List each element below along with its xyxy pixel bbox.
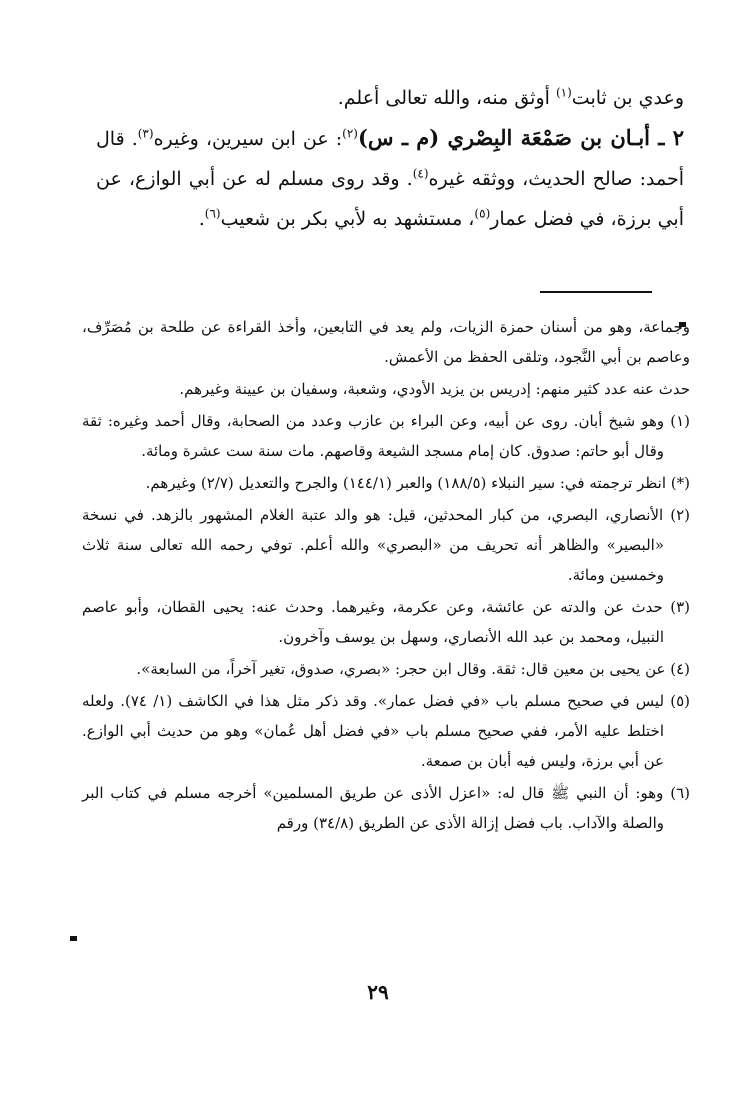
footnote-continued-1: وجماعة، وهو من أسنان حمزة الزيات، ولم يعد في التابعين، وأخذ القراءة عن طلحة بن مُصَرِّف، وعاصم بن أبي النَّجود، وتلقى الحفظ من الأعمش. (82, 318, 690, 366)
footnote-ref-3: (٣) (137, 126, 154, 141)
footnote-ref-5: (٥) (474, 206, 491, 221)
entry-text-end: . (198, 208, 205, 230)
footnote-star: (*) انظر ترجمته في: سير النبلاء (١٨٨/٥) والعبر (١٤٤/١) والجرح والتعديل (٢/٧) وغيرهم. (145, 474, 690, 492)
continues-marker (70, 936, 77, 941)
entry-text-c: . وقد روى مسلم له عن أبي الوازع، عن أبي برزة، في فضل عمار (96, 168, 684, 230)
footnote-ref-1: (١) (555, 85, 572, 100)
footnote-5: (٥) ليس في صحيح مسلم باب «في فضل عمار». وقد ذكر مثل هذا في الكاشف (١/ ٧٤). ولعله اختلط عليه الأمر، ففي صحيح مسلم باب «في فضل أهل عُمان» وهو من حديث أبي الوازع. عن أبي برزة، وليس فيه أبان بن صمعة. (82, 692, 690, 770)
footnote-ref-2: (٢) (342, 126, 358, 141)
entry-text-a: : عن ابن سيرين، وغيره (153, 128, 343, 150)
entry-heading: ٢ ـ أبـان بن صَمْعَة البِصْري (م ـ س) (357, 125, 684, 150)
footnote-4: (٤) عن يحيى بن معين قال: ثقة. وقال ابن حجر: «بصري، صدوق، تغير آخراً، من السابعة». (136, 660, 690, 678)
footnote-ref-6: (٦) (204, 206, 221, 221)
footnotes (82, 312, 690, 840)
entry-text-d: ، مستشهد به لأبي بكر بن شعيب (220, 208, 475, 230)
main-line-1 (96, 78, 684, 118)
footnote-continued-2: حدث عنه عدد كثير منهم: إدريس بن يزيد الأودي، وشعبة، وسفيان بن عيينة وغيرهم. (179, 380, 690, 398)
main-line-1-rest: أوثق منه، والله تعالى أعلم. (337, 87, 556, 109)
entry-text-b: . قال أحمد: صالح الحديث، ووثقه غيره (96, 128, 684, 190)
footnote-6: (٦) وهو: أن النبي ﷺ قال له: «اعزل الأذى عن طريق المسلمين» أخرجه مسلم في كتاب البر والصلة والآداب. باب فضل إزالة الأذى عن الطريق (٣٤/٨) ورقم (82, 784, 690, 832)
entry-2-paragraph (96, 118, 684, 239)
footnote-1: (١) وهو شيخ أبان. روى عن أبيه، وعن البراء بن عازب وعدد من الصحابة، وقال أحمد وغيره: ثقة وقال أبو حاتم: صدوق. كان إمام مسجد الشيعة وقاصهم. مات سنة ست عشرة ومائة. (82, 412, 690, 460)
page-number: ٢٩ (367, 980, 389, 1004)
footnote-3: (٣) حدث عن والدته عن عائشة، وعن عكرمة، وغيرهما. وحدث عنه: يحيى القطان، وأبو عاصم النبيل، ومحمد بن عبد الله الأنصاري، وسهل بن يوسف وآخرون. (82, 598, 690, 646)
footnote-ref-4: (٤) (412, 166, 429, 181)
main-line-1-text: وعدي بن ثابت (571, 87, 684, 109)
footnote-2: (٢) الأنصاري، البصري، من كبار المحدثين، قيل: هو والد عتبة الغلام المشهور بالزهد. في نسخة «البصير» والظاهر أنه تحريف من «البصري» والله أعلم. توفي رحمه الله تعالى سنة ثلاث وخمسين ومائة. (82, 506, 690, 584)
main-text (96, 78, 684, 239)
footnote-separator (540, 291, 652, 293)
